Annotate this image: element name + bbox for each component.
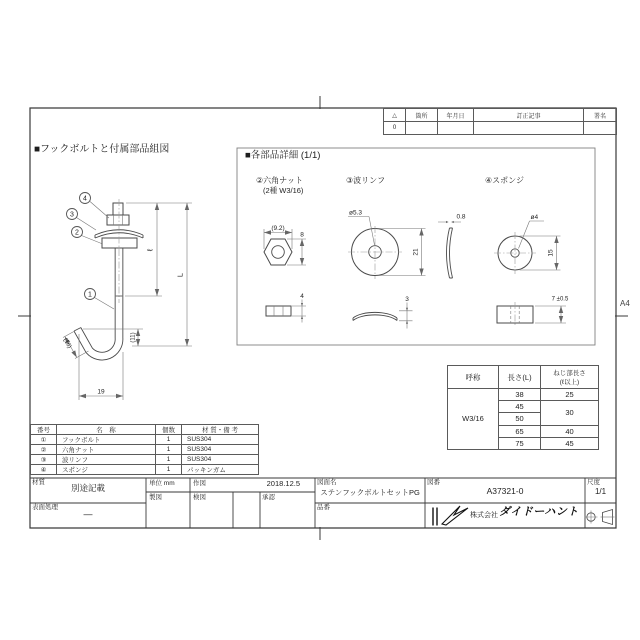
drawing-name-value: ステンフックボルトセットPG <box>320 488 420 497</box>
dim-total-length: L <box>175 272 185 278</box>
spec-row: 45 30 <box>448 401 599 413</box>
parts-col-mat: 材 質・備 考 <box>182 425 259 435</box>
parts-header-row <box>31 425 259 435</box>
company-name: ダイドーハント <box>499 506 579 518</box>
revision-table <box>383 108 617 135</box>
dim-hook-inner: (11) <box>130 332 137 343</box>
parts-row-3: ③ 波リンフ 1 SUS304 <box>31 455 259 465</box>
dim-nut-height: 8 <box>300 231 304 239</box>
projection-symbol <box>585 510 615 525</box>
detail-wave-washer <box>348 210 466 329</box>
company-logo-mark <box>433 506 468 526</box>
assembly-view <box>62 193 192 401</box>
rev-mark-cell: 0 <box>384 122 406 135</box>
spec-row: 65 40 <box>448 425 599 437</box>
check-label: 検図 <box>193 494 206 501</box>
nut-sublabel: (2種 W3/16) <box>263 186 304 195</box>
nut-label: ②六角ナット <box>256 176 304 185</box>
surface-finish-value: — <box>83 509 93 519</box>
parts-row-4: ④ スポンジ 1 パッキンガム <box>31 465 259 475</box>
svg-text:3: 3 <box>70 211 74 219</box>
spec-col-name: 呼称 <box>448 366 499 389</box>
bolt-end <box>113 203 123 215</box>
scale-value: 1/1 <box>594 487 607 496</box>
rev-col-place: 箇所 <box>406 109 438 122</box>
parts-row-1: ① フックボルト 1 SUS304 <box>31 435 259 445</box>
dim-sponge-outer: 15 <box>547 249 555 257</box>
dim-nut-thickness: 4 <box>300 293 304 300</box>
drawing-number-label: 図番 <box>427 479 440 486</box>
callout-1 <box>85 289 96 300</box>
drawn-date: 2018.12.5 <box>266 479 300 488</box>
surface-finish-label: 表面処理 <box>32 504 58 511</box>
svg-text:4: 4 <box>83 195 87 203</box>
parts-row-2: ② 六角ナット 1 SUS304 <box>31 445 259 455</box>
dim-hook-bend: (16) <box>61 337 73 350</box>
spec-col-thread: ねじ部長さ (ℓ以上) <box>541 366 599 389</box>
company-prefix: 株式会社 <box>470 512 498 519</box>
parts-col-no: 番号 <box>31 425 57 435</box>
unit-label: 単位 mm <box>149 480 175 487</box>
spec-table <box>447 365 599 450</box>
rev-col-note: 訂正記事 <box>474 109 584 122</box>
scale-label: 尺度 <box>587 479 600 486</box>
callout-3 <box>67 209 78 220</box>
dim-washer-thickness: 0.8 <box>456 213 466 221</box>
spec-row: 75 45 <box>448 437 599 449</box>
assembly-title: ■フックボルトと付属部品組図 <box>34 144 170 155</box>
dim-sponge-height: 7 ±0.5 <box>551 296 569 303</box>
sponge-side <box>102 238 137 248</box>
drawing-number-value: A37321-0 <box>486 486 524 496</box>
dim-washer-wave-height: 3 <box>405 296 409 303</box>
svg-text:1: 1 <box>88 291 92 299</box>
rev-col-date: 年月日 <box>438 109 474 122</box>
rev-col-sign: 署名 <box>584 109 617 122</box>
draft-label: 製図 <box>149 494 162 501</box>
approve-label: 承認 <box>262 494 275 501</box>
dim-hook-width: 19 <box>97 388 105 396</box>
spec-col-length: 長さ(L) <box>499 366 541 389</box>
sponge-label: ④スポンジ <box>485 176 524 185</box>
washer-label: ③波リンフ <box>346 176 386 185</box>
spec-row: W3/16 38 25 <box>448 389 599 401</box>
drawing-name-label: 図面名 <box>317 479 337 486</box>
detail-sponge <box>494 214 569 327</box>
spec-name-cell: W3/16 <box>448 389 499 450</box>
spec-row: 50 <box>448 413 599 425</box>
dim-nut-width: (9.2) <box>271 225 285 232</box>
drawn-label: 作図 <box>193 480 206 487</box>
dim-sponge-hole: ø4 <box>530 214 539 221</box>
parts-table <box>30 424 259 475</box>
details-title: ■各部品詳細 (1/1) <box>245 150 321 161</box>
callout-2 <box>72 227 83 238</box>
nut-side <box>107 215 129 225</box>
item-number-label: 品番 <box>317 504 330 511</box>
spec-header-row <box>448 366 599 389</box>
dim-washer-outer: 21 <box>412 248 420 256</box>
parts-col-name: 名 称 <box>57 425 156 435</box>
parts-col-qty: 個数 <box>156 425 182 435</box>
material-value: 別途記載 <box>70 483 105 493</box>
material-label: 材質 <box>32 479 45 486</box>
detail-hex-nut <box>264 225 306 323</box>
rev-col-mark: △ <box>384 109 406 122</box>
revision-header-row <box>384 109 617 122</box>
dim-washer-hole: ø5.3 <box>349 209 363 217</box>
svg-text:2: 2 <box>75 229 79 237</box>
sheet-size-label: A4 <box>620 299 630 308</box>
revision-row-0 <box>384 122 617 135</box>
callout-4 <box>80 193 91 204</box>
dim-thread-length: ℓ <box>145 248 155 252</box>
